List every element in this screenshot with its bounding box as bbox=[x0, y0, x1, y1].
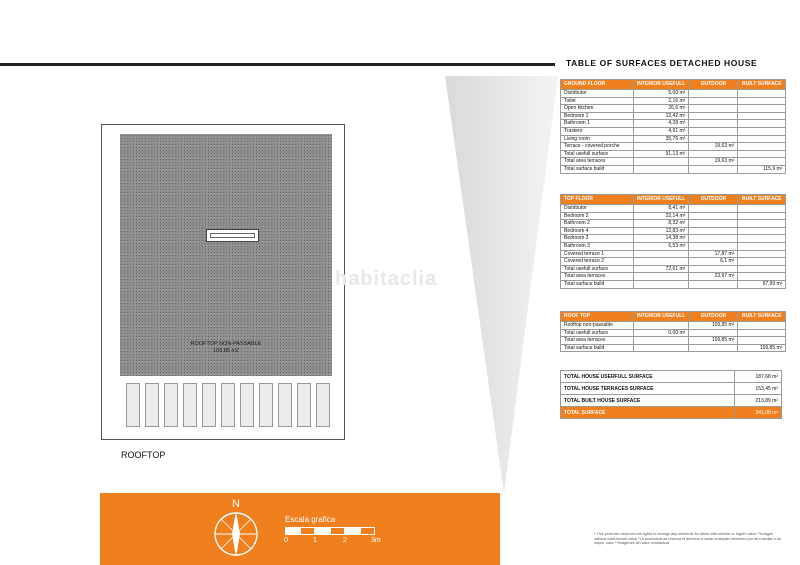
table-header: INTERIOR USEFULL bbox=[634, 195, 689, 205]
table-row: Total surface build 109,85 m² bbox=[561, 344, 786, 352]
table-header: INTERIOR USEFULL bbox=[634, 312, 689, 322]
header-rule bbox=[0, 63, 555, 66]
totals-table bbox=[560, 370, 782, 419]
roof-area-label: 109,85 m2 bbox=[213, 348, 239, 354]
table-header: INTERIOR USEFULL bbox=[634, 80, 689, 90]
watermark: habitaclia bbox=[335, 268, 438, 290]
scale-tick-3: 3m bbox=[371, 537, 381, 544]
totals-row: TOTAL SURFACE 341,08 m² bbox=[561, 407, 782, 419]
plan-caption: ROOFTOP bbox=[121, 450, 166, 460]
table-row: Distributor 5,00 m² bbox=[561, 90, 786, 98]
page-title: TABLE OF SURFACES DETACHED HOUSE bbox=[566, 58, 758, 68]
table-row: Distributor 8,41 m² bbox=[561, 205, 786, 213]
scale-tick-2: 2 bbox=[343, 537, 347, 544]
table-row: Total usefull surface 0,00 m² bbox=[561, 329, 786, 337]
table-header: TOP FLOOR bbox=[561, 195, 634, 205]
table-row: Total usefull surface 72,61 m² bbox=[561, 265, 786, 273]
table-row: Open kitchen 26,6 m² bbox=[561, 105, 786, 113]
roof-label: ROOFTOP NON-PASSABLE bbox=[190, 341, 262, 347]
table-row: Total surface build 97,99 m² bbox=[561, 280, 786, 288]
disclaimer: * This promotor reserves the rights to change any elements for items with simular or higher value **Images without contractural value *La promotora se reserva el derecho a variar cualquier elemento por otro similar o de mayor valor **Imágenes sin valor contractual bbox=[594, 532, 782, 546]
scale-title: Escala grafica bbox=[285, 515, 336, 524]
table-header: ROOF TOP bbox=[561, 312, 634, 322]
table-row: Total area terraces 23,97 m² bbox=[561, 273, 786, 281]
table-row: Covered terrace 1 17,87 m² bbox=[561, 250, 786, 258]
table-row: Total usefull surface 91,13 m² bbox=[561, 150, 786, 158]
table-row: Bedroom 3 14,38 m² bbox=[561, 235, 786, 243]
table-row: Toilet 2,16 m² bbox=[561, 97, 786, 105]
perspective-wedge bbox=[440, 76, 560, 516]
table-header: BUILT SURFACE bbox=[738, 195, 786, 205]
table-row: Bedroom 1 12,42 m² bbox=[561, 112, 786, 120]
table-header: GROUND FLOOR bbox=[561, 80, 634, 90]
table-row: Bathroom 3 6,53 m² bbox=[561, 242, 786, 250]
scale-tick-1: 1 bbox=[313, 537, 317, 544]
table-row: Terrace - covered porche 19,63 m² bbox=[561, 143, 786, 151]
ground-floor-table bbox=[560, 79, 786, 174]
table-row: Bathroom 2 8,32 m² bbox=[561, 220, 786, 228]
scale-bar bbox=[285, 527, 375, 535]
table-row: Covered terrace 2 6,1 m² bbox=[561, 258, 786, 266]
totals-row: TOTAL HOUSE TERRACES SURFACE 153,45 m² bbox=[561, 383, 782, 395]
totals-row: TOTAL BUILT HOUSE SURFACE 213,89 m² bbox=[561, 395, 782, 407]
scale-tick-0: 0 bbox=[284, 537, 288, 544]
table-row: Living room 35,76 m² bbox=[561, 135, 786, 143]
table-row: Total area terraces 19,63 m² bbox=[561, 158, 786, 166]
roof-hatch bbox=[206, 229, 259, 242]
solar-panels bbox=[126, 383, 330, 427]
totals-row: TOTAL HOUSE USERFULL SURFACE 187,68 m² bbox=[561, 371, 782, 383]
table-row: Trastero 4,91 m² bbox=[561, 127, 786, 135]
table-header: OUTDOOR bbox=[689, 312, 738, 322]
table-header: BUILT SURFACE bbox=[738, 80, 786, 90]
table-row: Bathroom 1 4,28 m² bbox=[561, 120, 786, 128]
table-row: Bedroom 2 22,14 m² bbox=[561, 212, 786, 220]
top-floor-table bbox=[560, 194, 786, 289]
table-header: OUTDOOR bbox=[689, 195, 738, 205]
roof-top-table bbox=[560, 311, 786, 352]
table-header: BUILT SURFACE bbox=[738, 312, 786, 322]
table-row: Bedroom 4 12,83 m² bbox=[561, 227, 786, 235]
rooftop-plan bbox=[120, 134, 332, 376]
table-row: Total surface build 115,9 m² bbox=[561, 165, 786, 173]
compass-north-label: N bbox=[232, 498, 240, 510]
table-row: Total area terraces 109,85 m² bbox=[561, 337, 786, 345]
table-row: Rooftop non-passable 109,85 m² bbox=[561, 322, 786, 330]
table-header: OUTDOOR bbox=[689, 80, 738, 90]
